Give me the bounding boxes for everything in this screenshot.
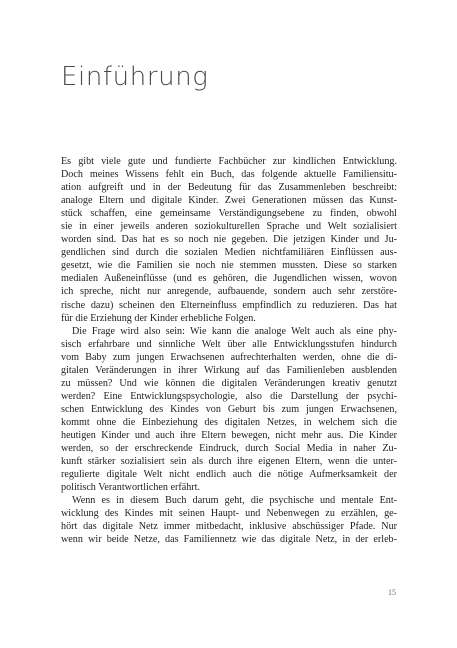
text-line: stück schaffen, eine gemeinsame Verständigungsebene zu finden, obwohl (61, 208, 397, 220)
text-line: schen Entwicklung des Kindes von Geburt bis zum jungen Erwachsenen, (61, 403, 397, 415)
body-text (61, 155, 397, 546)
text-line: ation aufgreift und in der Bedeutung für das Zusammenleben beschreibt: (61, 182, 397, 194)
text-line: kommt ohne die Einbeziehung des digitalen Netzes, in welchem sich die (61, 416, 397, 428)
text-line: werden? Eine Entwicklungspsychologie, also die Darstellung der psychi- (61, 390, 397, 402)
text-line: hört das digitale Netz immer mitbedacht, inklusive abschüssiger Pfade. Nur (61, 521, 397, 533)
text-line: werden, so der erschreckende Eindruck, durch Social Media in naher Zu- (61, 443, 397, 455)
text-line: Es gibt viele gute und fundierte Fachbücher zur kindlichen Entwicklung. (61, 156, 397, 167)
text-line: für die Erziehung der Kinder erhebliche Folgen. (61, 312, 256, 324)
text-line: gendlichen sind durch die sozialen Medien nichtfamiliären Einflüssen aus- (61, 247, 397, 259)
text-line: rische dazu) scheinen den Elterneinfluss empfindlich zu reduzieren. Das hat (61, 299, 397, 311)
text-line: politisch Verantwortlichen erfährt. (61, 482, 200, 494)
text-line: sie in einer jeweils anderen soziokulturellen Sprache und Welt sozialisiert (61, 221, 397, 233)
text-line: gitalen Veränderungen in ihrer Wirkung auf das Familienleben ausblenden (61, 364, 397, 376)
text-line: sisch erfahrbare und sinnliche Welt über alle Entwicklungsstufen hindurch (61, 338, 397, 350)
text-line: zu müssen? Und wie können die digitalen Veränderungen kreativ genutzt (61, 377, 397, 389)
text-line: worden sind. Das hat es so noch nie gegeben. Die jetzigen Kinder und Ju- (61, 234, 397, 246)
text-line: analoge Eltern und digitale Kinder. Zwei Generationen müssen das Kunst- (61, 195, 397, 207)
text-line: regulierte digitale Welt nicht endlich auch die nötige Aufmerksamkeit der (61, 469, 397, 481)
text-line: Wenn es in diesem Buch darum geht, die psychische und mentale Ent- (72, 495, 397, 507)
text-line: kunft stärker sozialisiert sein als durch ihre eigenen Eltern, wenn die unter- (61, 456, 397, 468)
text-line: wicklung des Kindes mit seinen Haupt- und Nebenwegen zu erzählen, ge- (61, 508, 397, 520)
text-line: Doch meines Wissens fehlt ein Buch, das folgende aktuelle Familiensitu- (61, 169, 397, 181)
page-number: 15 (388, 588, 396, 597)
text-line: gesetzt, wie die Familien sie noch nie stemmen mussten. Diese so starken (61, 260, 397, 272)
text-line: medialen Außeneinflüsse (und es gehören, die Jugendlichen wissen, wovon (61, 273, 397, 285)
text-line: Die Frage wird also sein: Wie kann die analoge Welt auch als eine phy- (72, 325, 397, 337)
chapter-title: Einführung (61, 62, 209, 92)
text-line: vom Baby zum jungen Erwachsenen aufrechterhalten werden, ohne die di- (61, 351, 397, 363)
text-line: ich spreche, nicht nur anregende, aufbauende, sondern auch sehr zerstöre- (61, 286, 397, 298)
text-line: heutigen Kinder und auch ihre Eltern bewegen, nicht mehr aus. Die Kinder (61, 429, 397, 441)
text-line: wenn wir beide Netze, das Familiennetz wie das digitale Netz, in der erleb- (61, 534, 397, 546)
